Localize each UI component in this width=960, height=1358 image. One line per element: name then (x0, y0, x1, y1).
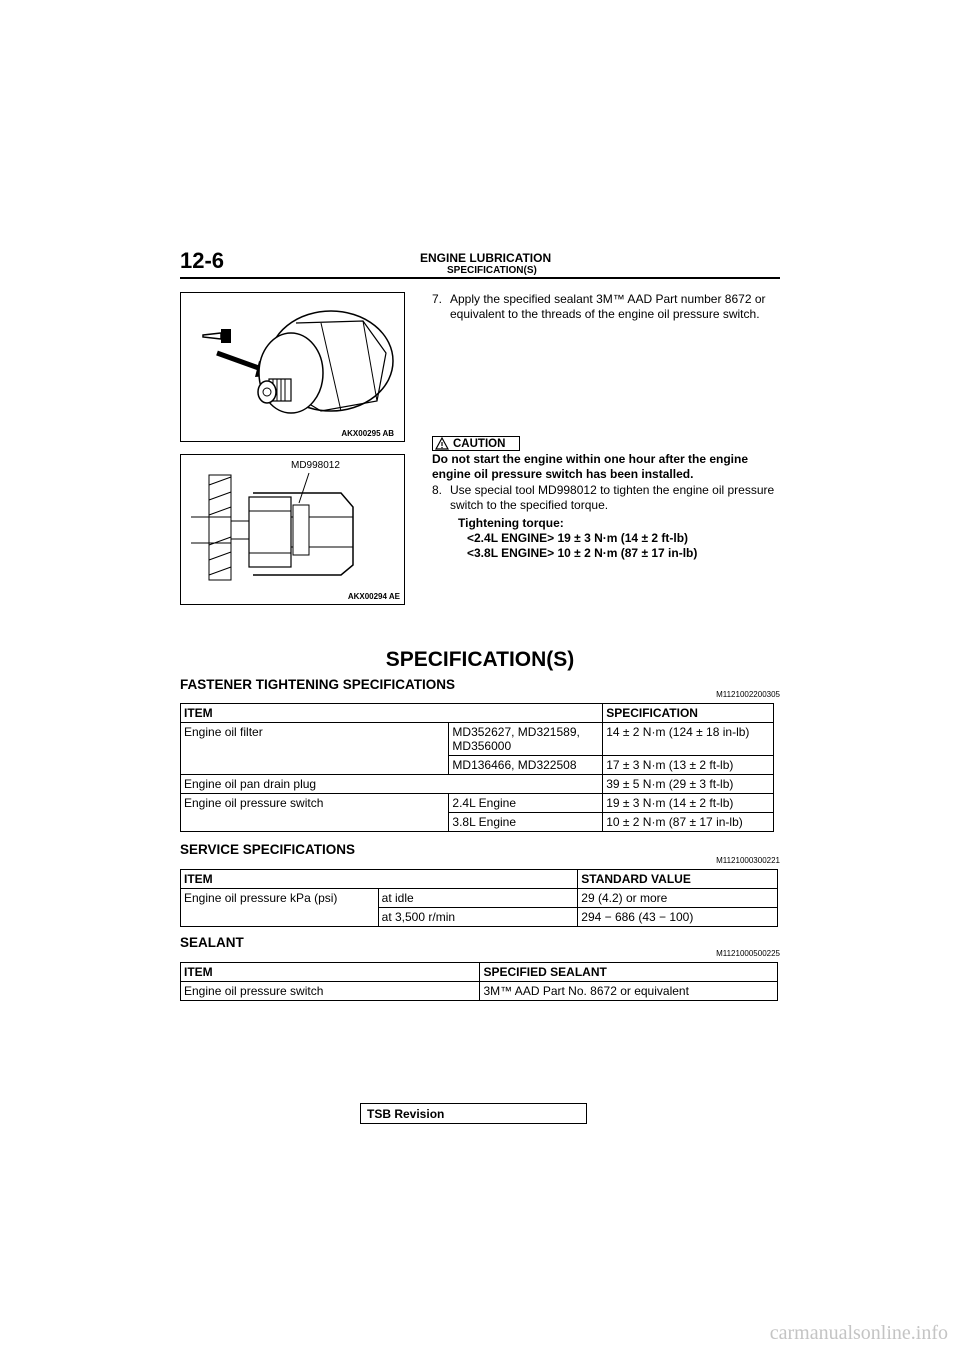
cell-item: Engine oil filter (181, 723, 449, 775)
cell-spec: 14 ± 2 N·m (124 ± 18 in-lb) (603, 723, 774, 756)
service-table (180, 869, 778, 927)
fastener-table (180, 703, 774, 832)
cell-spec: 17 ± 3 N·m (13 ± 2 ft-lb) (603, 756, 774, 775)
figure-special-tool (180, 454, 405, 605)
step-text: Use special tool MD998012 to tighten the engine oil pressure switch to the specified torque. (450, 483, 775, 512)
cell-sub: MD352627, MD321589, MD356000 (449, 723, 603, 756)
header-standard-value: STANDARD VALUE (578, 870, 778, 889)
table-row (181, 982, 778, 1001)
figure-code: AKX00295 AB (341, 429, 394, 438)
subsection-title: SPECIFICATION(S) (447, 265, 537, 276)
step-number: 8. (432, 483, 443, 497)
cell-spec: 10 ± 2 N·m (87 ± 17 in-lb) (603, 813, 774, 832)
figure-code: AKX00294 AE (347, 592, 400, 601)
oil-pressure-switch-drawing (181, 293, 404, 441)
cell-item: Engine oil pressure kPa (psi) (181, 889, 379, 927)
section-title: ENGINE LUBRICATION (420, 251, 552, 265)
cell-spec: 19 ± 3 N·m (14 ± 2 ft-lb) (603, 794, 774, 813)
service-heading: SERVICE SPECIFICATIONS (180, 842, 356, 857)
step-number: 7. (432, 292, 443, 306)
table-header-row (181, 963, 778, 982)
cell-sub: 2.4L Engine (449, 794, 603, 813)
special-tool-drawing (181, 455, 404, 604)
figure-sealant-application (180, 292, 405, 442)
fastener-code: M1121002200305 (716, 690, 780, 699)
service-code: M1121000300221 (716, 856, 780, 865)
tsb-revision-box: TSB Revision (360, 1103, 587, 1124)
cell-value: 29 (4.2) or more (578, 889, 778, 908)
sealant-table (180, 962, 778, 1001)
header-item: ITEM (181, 870, 578, 889)
step-7 (432, 292, 782, 322)
caution-label-box (432, 436, 520, 451)
header-rule (180, 277, 780, 279)
table-row (181, 775, 774, 794)
caution-text: Do not start the engine within one hour after the engine engine oil pressure switch has been installed. (432, 452, 749, 481)
cell-sub: MD136466, MD322508 (449, 756, 603, 775)
table-header-row (181, 870, 778, 889)
step-8 (432, 483, 782, 513)
torque-line-24l: <2.4L ENGINE> 19 ± 3 N·m (14 ± 2 ft-lb) (467, 531, 689, 545)
cell-value: 294 − 686 (43 − 100) (578, 908, 778, 927)
fastener-heading: FASTENER TIGHTENING SPECIFICATIONS (180, 677, 456, 692)
main-title: SPECIFICATION(S) (385, 648, 575, 671)
page-number: 12-6 (180, 248, 225, 273)
header-specified-sealant: SPECIFIED SEALANT (480, 963, 778, 982)
cell-sub: 3.8L Engine (449, 813, 603, 832)
table-row (181, 723, 774, 756)
cell-value: 3M™ AAD Part No. 8672 or equivalent (480, 982, 778, 1001)
table-header-row (181, 704, 774, 723)
torque-label: Tightening torque: (458, 516, 564, 530)
header-item: ITEM (181, 963, 480, 982)
sealant-code: M1121000500225 (716, 949, 780, 958)
header-item: ITEM (181, 704, 603, 723)
cell-item: Engine oil pressure switch (181, 794, 449, 832)
torque-line-38l: <3.8L ENGINE> 10 ± 2 N·m (87 ± 17 in-lb) (467, 546, 698, 560)
tool-callout: MD998012 (291, 460, 340, 471)
cell-condition: at 3,500 r/min (378, 908, 578, 927)
cell-item: Engine oil pressure switch (181, 982, 480, 1001)
header-specification: SPECIFICATION (603, 704, 774, 723)
table-row (181, 794, 774, 813)
watermark: carmanualsonline.info (769, 1322, 948, 1344)
sealant-heading: SEALANT (180, 935, 244, 950)
step-text: Apply the specified sealant 3M™ AAD Part number 8672 or equivalent to the threads of the engine oil pressure switch. (450, 292, 766, 321)
warning-triangle-icon (435, 437, 449, 450)
caution-label: CAUTION (453, 437, 506, 450)
table-row (181, 889, 778, 908)
cell-spec: 39 ± 5 N·m (29 ± 3 ft-lb) (603, 775, 774, 794)
cell-item: Engine oil pan drain plug (181, 775, 603, 794)
cell-condition: at idle (378, 889, 578, 908)
